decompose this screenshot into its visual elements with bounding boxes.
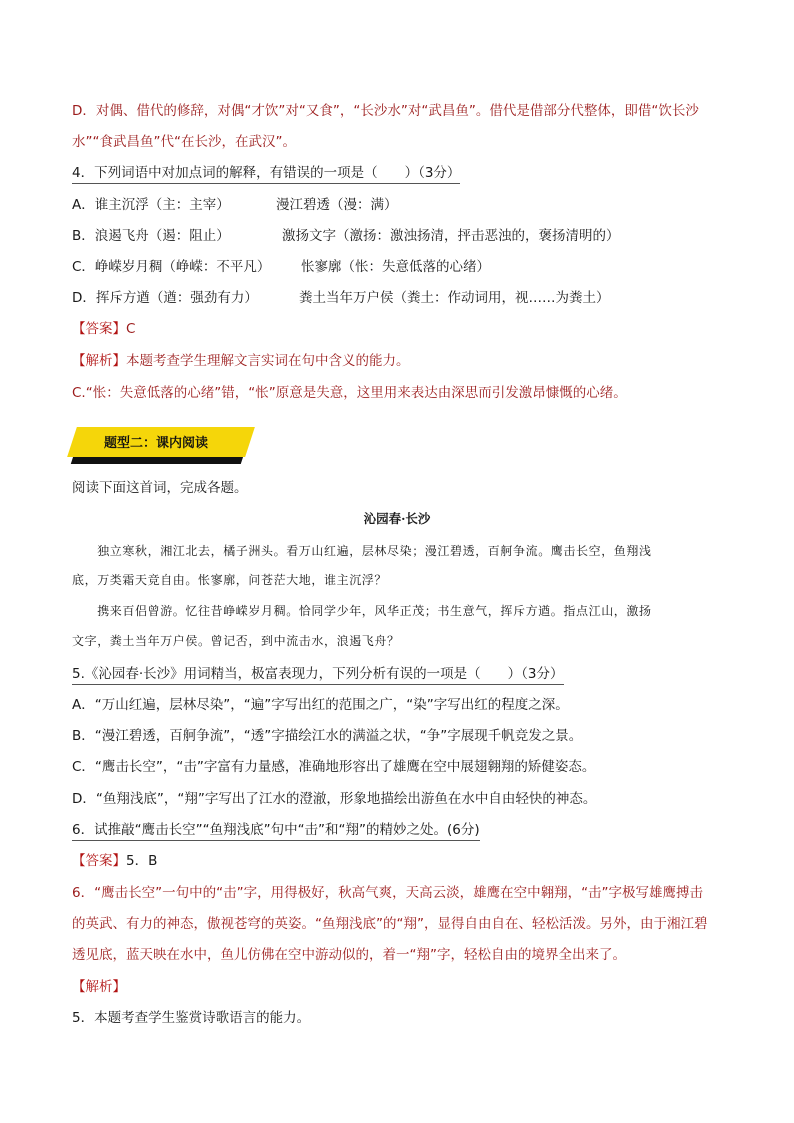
answer-label: 【答案】 (72, 853, 126, 869)
q5-stem: 5.《沁园春·长沙》用词精当，极富表现力，下列分析有误的一项是（ ）（3分） (72, 664, 564, 685)
q4-option-b: B．浪遏飞舟（遏：阻止） (72, 228, 230, 244)
analysis-text: 本题考查学生理解文言实词在句中含义的能力。 (126, 353, 410, 369)
q4-option-d2: 粪土当年万户侯（粪土：作动词用，视……为粪土） (299, 290, 610, 306)
section-intro: 阅读下面这首词，完成各题。 (72, 480, 248, 496)
q4-option-c: C．峥嵘岁月稠（峥嵘：不平凡） (72, 259, 271, 275)
q4-option-a2: 漫江碧透（漫：满） (276, 197, 398, 213)
poem-line-2: 底，万类霜天竞自由。怅寥廓，问苍茫大地，谁主沉浮？ (72, 573, 388, 587)
q6-answer-line-1: 6．“鹰击长空”一句中的“击”字，用得极好，秋高气爽，天高云淡，雄鹰在空中翱翔，“击”字极写雄鹰搏击 (72, 885, 704, 901)
option-d-line2: 水”“食武昌鱼”代“在长沙，在武汉”。 (72, 134, 296, 150)
q4-stem: 4．下列词语中对加点词的解释，有错误的一项是（ ）（3分） (72, 163, 460, 184)
q6-stem: 6．试推敲“鹰击长空”“鱼翔浅底”句中“击”和“翔”的精妙之处。(6分) (72, 820, 480, 841)
poem-title: 沁园春·长沙 (363, 511, 431, 526)
q4-explanation: C.“怅：失意低落的心绪”错，“怅”原意是失意，这里用来表达由深思而引发激昂慷慨的心绪。 (72, 385, 627, 401)
q5-option-d: D．“鱼翔浅底”，“翔”字写出了江水的澄澈，形象地描绘出游鱼在水中自由轻快的神态。 (72, 791, 597, 807)
banner-label: 题型二：课内阅读 (104, 436, 209, 451)
q5-option-a: A．“万山红遍，层林尽染”，“遍”字写出红的范围之广，“染”字写出红的程度之深。 (72, 697, 569, 713)
q6-analysis-label: 【解析】 (72, 979, 126, 995)
q4-answer (72, 319, 135, 339)
section-banner (72, 424, 255, 464)
q5-option-c: C．“鹰击长空”，“击”字富有力量感，准确地形容出了雄鹰在空中展翅翱翔的矫健姿态。 (72, 759, 596, 775)
option-d-line1: D．对偶、借代的修辞，对偶“才饮”对“又食”，“长沙水”对“武昌鱼”。借代是借部分代整体，即借“饮长沙 (72, 103, 699, 119)
answer-value: C (126, 321, 136, 337)
q6-analysis-text: 5．本题考查学生鉴赏诗歌语言的能力。 (72, 1010, 311, 1026)
analysis-label: 【解析】 (72, 353, 126, 369)
q4-option-b2: 激扬文字（激扬：激浊扬清，抨击恶浊的，褒扬清明的） (282, 228, 620, 244)
poem-line-3: 携来百侣曾游。忆往昔峥嵘岁月稠。恰同学少年，风华正茂；书生意气，挥斥方遒。指点江山，激扬 (72, 604, 652, 618)
q6-answer (72, 851, 157, 871)
q4-option-d: D．挥斥方遒（遒：强劲有力） (72, 290, 258, 306)
q5-option-b: B．“漫江碧透，百舸争流”，“透”字描绘江水的满溢之状，“争”字展现千帆竞发之景。 (72, 728, 583, 744)
q6-answer-line-3: 透见底，蓝天映在水中，鱼儿仿佛在空中游动似的，着一“翔”字，轻松自由的境界全出来了。 (72, 947, 626, 963)
answer-label: 【答案】 (72, 321, 126, 337)
q4-option-a: A．谁主沉浮（主：主宰） (72, 197, 230, 213)
q4-option-c2: 怅寥廓（怅：失意低落的心绪） (301, 259, 490, 275)
q6-answer-line-2: 的英武、有力的神态，傲视苍穹的英姿。“鱼翔浅底”的“翔”，显得自由自在、轻松活泼。另外，由于湘江碧 (72, 916, 708, 932)
poem-line-4: 文字，粪土当年万户侯。曾记否，到中流击水，浪遏飞舟？ (72, 634, 400, 648)
poem-line-1: 独立寒秋，湘江北去，橘子洲头。看万山红遍，层林尽染；漫江碧透，百舸争流。鹰击长空，鱼翔浅 (72, 544, 652, 558)
answer-value: 5．B (126, 853, 158, 869)
q4-analysis (72, 351, 410, 371)
